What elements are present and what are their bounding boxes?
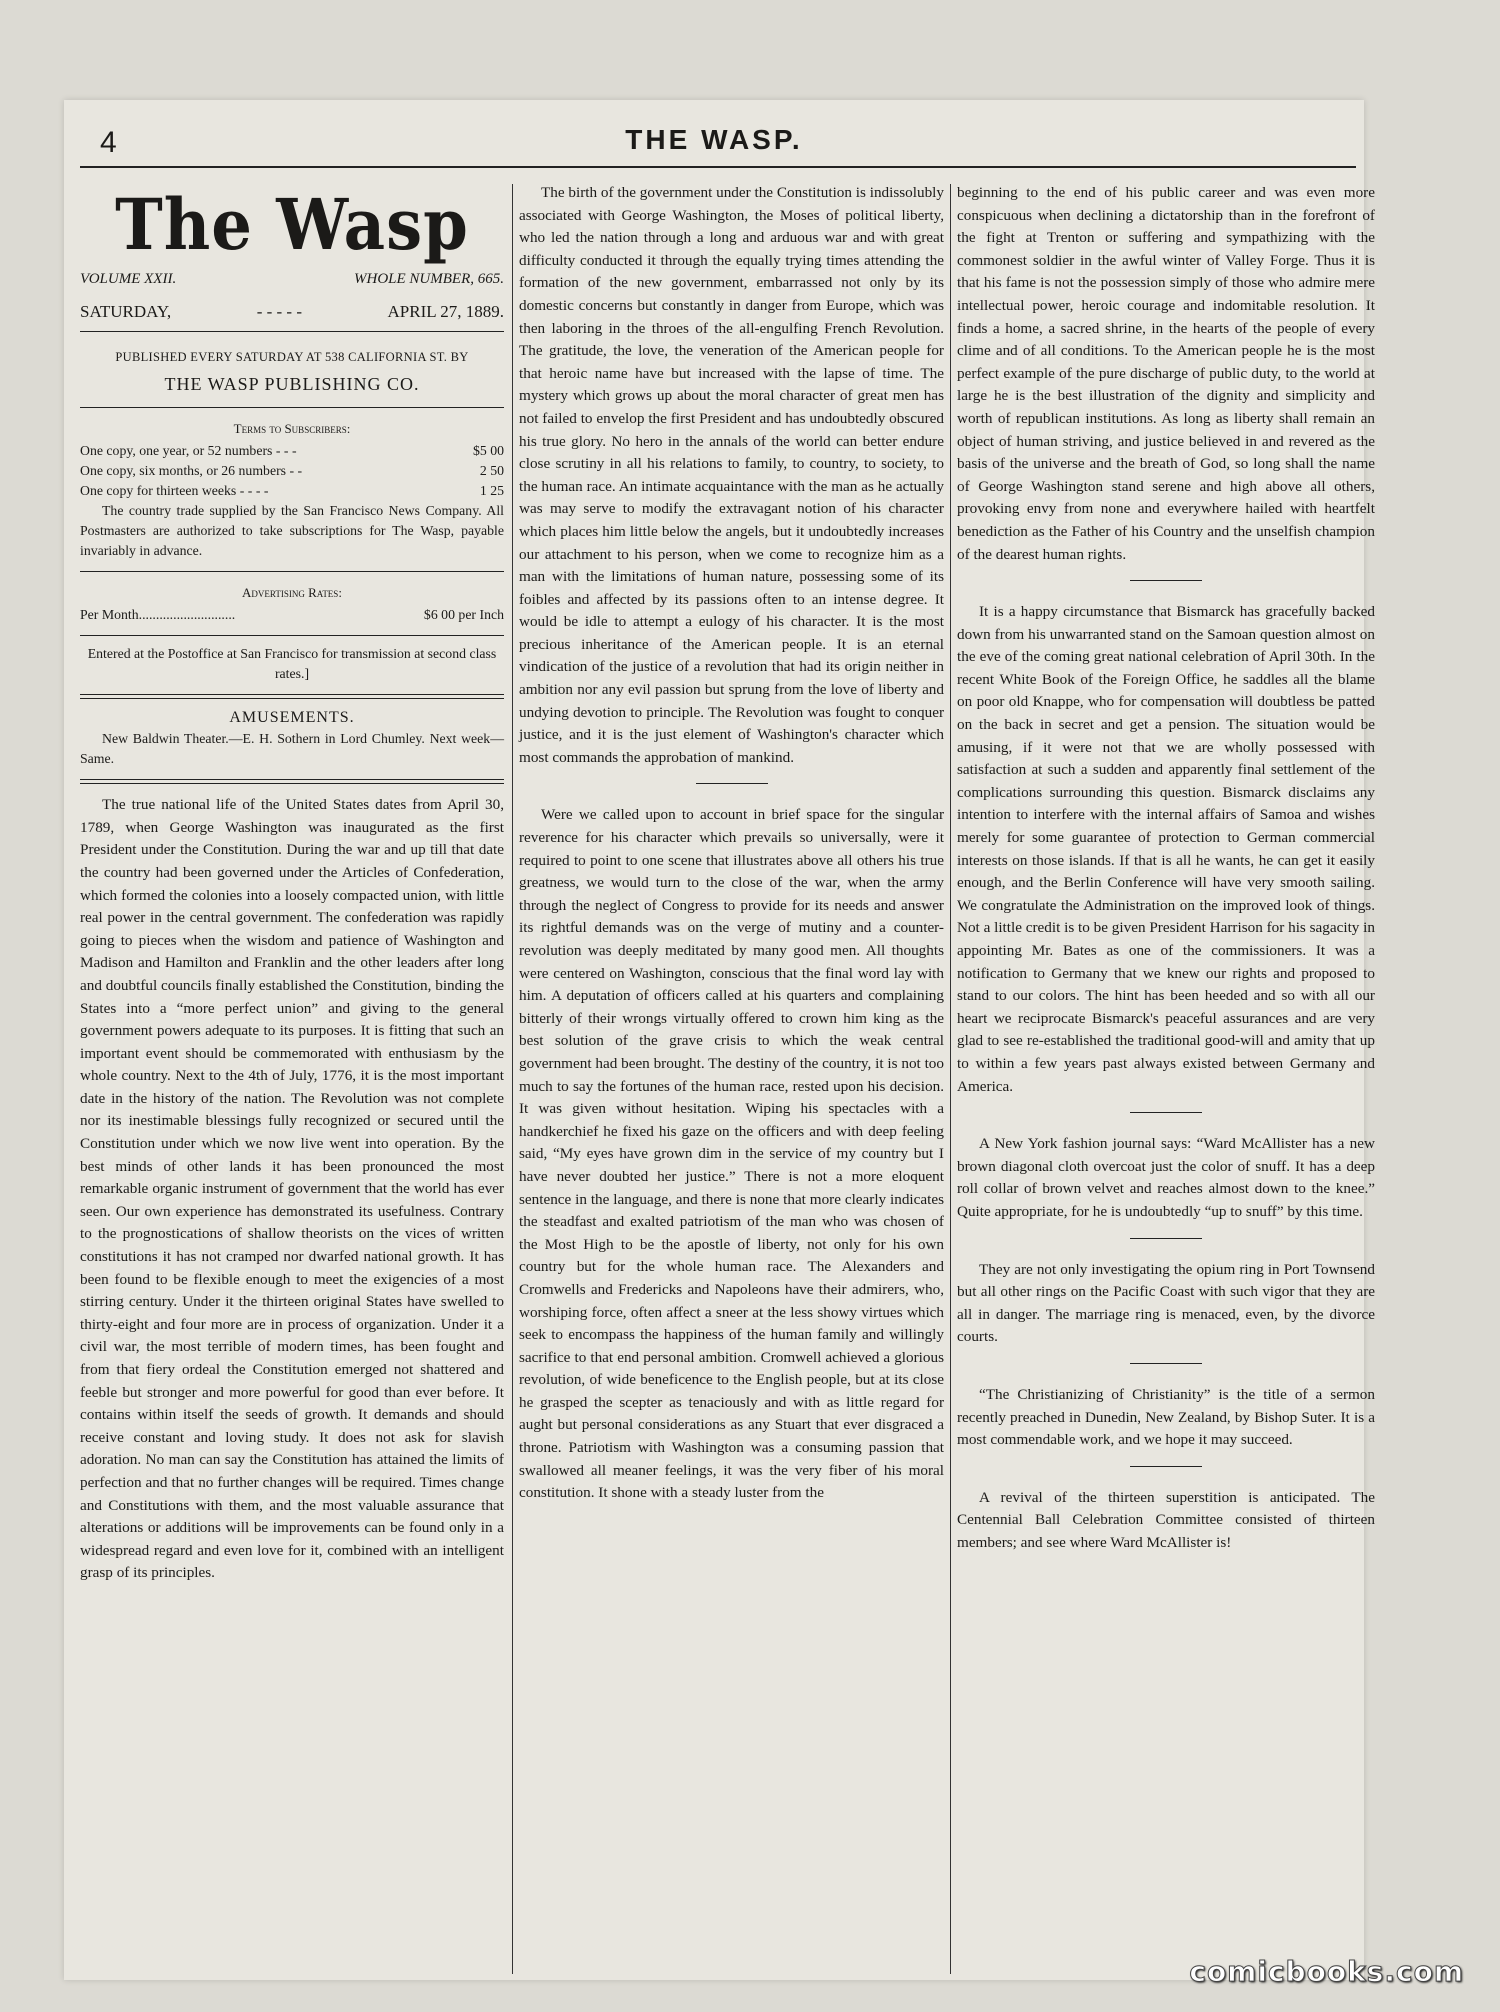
editorial-revival: A revival of the thirteen superstition is anticipated. The Centennial Ball Celebration Committee consisted of thirteen members; and see where Ward McAllister is!	[957, 1488, 1375, 1551]
editorial-birth: The birth of the government under the Constitution is indissolubly associated with George Washington, the Moses of political liberty, who led the nation through a long and arduous war and with great difficulty conducted it through the equally trying times attending the formation of the new government, embarrassed not only by its domestic concerns but constantly in danger from Europe, which was then laboring in the throes of the all-engulfing French Revolution. The gratitude, the love, the veneration of the American people for that heroic name have but increased with the lapse of time. The mystery which grows up about the moral character of great men has not failed to envelop the first President and has undoubtedly obscured his true glory. No hero in the annals of the world can better endure close scrutiny in all his relations to family, to country, to society, to the human race. An intimate acquaintance with the man as he actually was may serve to modify the extravagant notion of his character which places him little below the angels, but it undoubtedly increases our attachment to his person, when we come to recognize him as a man with the limitations of human nature, possessing some of its foibles and affected by its passions often to an intense degree. It would be idle to attempt a eulogy of his character. It is the most precious inheritance of the American people. It is an eternal vindication of the justice of a revolution that had its origin neither in ambition nor any evil passion but sprung from the love of liberty and undying devotion to principle. The Revolution was fought to conquer justice, and it is the just element of Washington's character which most commands the approbation of mankind.	[519, 184, 944, 766]
editorial-were-we-continued: beginning to the end of his public career and was even more conspicuous when declining a dictatorship than in the forefront of the fight at Trenton or suffering and sympathizing with the commonest soldier in the awful winter of Valley Forge. Thus it is that his fame is not the possession simply of those who admire mere intellectual power, heroic courage and indomitable resolution. It finds a home, a sacred shrine, in the hearts of the people of every clime and of all conditions. To the American people he is the most perfect example of the pure discharge of public duty, to the world at large he is the best illustration of the dignity and simplicity and worth of republican institutions. As long as liberty shall remain an object of human striving, and justice believed in and revered as the basis of the universe and the breath of God, so long shall the name of George Washington stand serene and high above all others, provoking envy from none and everywhere hailed with heartfelt benediction as the Father of his Country and the unselfish champion of the dearest human rights.	[957, 184, 1375, 563]
page-number: 4	[100, 126, 117, 159]
date-row	[80, 301, 504, 333]
section-rule	[80, 635, 504, 636]
page-header	[84, 122, 1344, 166]
column-2	[519, 182, 944, 1505]
editorial-were-we: Were we called upon to account in brief space for the singular reverence for his character which prevails so universally, were it required to point to one scene that illustrates above all others his true greatness, we would turn to the close of the war, when the army through the neglect of Congress to provide for its needs and answer its rightful demands was on the verge of mutiny and a counter-revolution was deeply meditated by many good men. All thoughts were centered on Washington, conscious that the final word lay with him. A deputation of officers called at his quarters and complaining bitterly of their wrongs virtually offered to crown him king as the best solution of the grave crisis to which the weak central government had been brought. The destiny of the country, it is not too much to say the fortunes of the human race, rested upon his decision. It was given without hesitation. Wiping his spectacles with a handkerchief he fixed his gaze on the officers and with deep feeling said, “My eyes have grown dim in the service of my country but I have never doubted her justice.” There is not a more eloquent sentence in the language, and there is none that more clearly indicates the steadfast and exalted patriotism of the man who was chosen of the Most High to be the apostle of liberty, not only for his own country but for the whole human race. The Alexanders and Cromwells and Fredericks and Napoleons have their admirers, who, worshiping force, often affect a sneer at the less showy virtues which seek to encompass the happiness of the human family and willingly sacrifice to that end personal ambition. Cromwell achieved a glorious revolution, of wide beneficence to the English people, but at its close he grasped the scepter as tenaciously and with as little regard for aught but personal considerations as any Stuart that ever disgraced a throne. Patriotism with Washington was a consuming passion that swallowed all meaner feelings, it was the very fiber of his moral constitution. It shone with a steady luster from the	[519, 806, 944, 1502]
terms-row	[80, 461, 504, 481]
editorial-opium: They are not only investigating the opium ring in Port Townsend but all other rings on the Pacific Coast with such vigor that they are all in danger. The marriage ring is menaced, even, by the divorce courts.	[957, 1260, 1375, 1346]
postoffice-note: Entered at the Postoffice at San Francisco for transmission at second class rates.]	[87, 645, 497, 681]
section-rule	[80, 571, 504, 572]
publisher-name: THE WASP PUBLISHING CO.	[80, 373, 504, 409]
advertising-row	[80, 605, 504, 625]
short-rule	[1130, 1112, 1202, 1113]
terms-note: The country trade supplied by the San Francisco News Company. All Postmasters are authorized to take subscriptions for The Wasp, payable invariably in advance.	[80, 502, 504, 558]
section-rule	[80, 694, 504, 699]
issue-day: SATURDAY,	[80, 301, 172, 321]
column-rule	[950, 184, 951, 1974]
terms-row	[80, 441, 504, 461]
terms-price: 2 50	[479, 462, 504, 478]
amusements-text: New Baldwin Theater.—E. H. Sothern in Lord Chumley. Next week—Same.	[80, 731, 504, 767]
short-rule	[696, 783, 768, 784]
column-rule	[512, 184, 513, 1974]
terms-label: One copy for thirteen weeks - - - -	[80, 482, 269, 498]
published-line: PUBLISHED EVERY SATURDAY AT 538 CALIFORNIA ST. BY	[115, 350, 469, 365]
advertising-price: $6 00 per Inch	[423, 606, 504, 622]
short-rule	[1130, 1238, 1202, 1239]
section-rule	[80, 779, 504, 784]
column-3	[957, 182, 1375, 1554]
running-title: THE WASP.	[625, 124, 803, 155]
editorial-true-national: The true national life of the United States dates from April 30, 1789, when George Washington was inaugurated as the first President under the Constitution. During the war and up till that date the country had been governed under the Articles of Confederation, which formed the colonies into a loosely compacted union, with little real power in the central government. The confederation was rapidly going to pieces when the wisdom and patience of Washington and Madison and Hamilton and Franklin and the other leaders after long and doubtful councils finally established the Constitution, binding the States into a “more perfect union” and giving to the general government powers adequate to its purposes. It is fitting that such an important event should be commemorated with enthusiasm by the whole country. Next to the 4th of July, 1776, it is the most important date in the history of the nation. The Revolution was not complete nor its inestimable blessings fully recognized or secured until the Constitution under which we now live went into operation. By the best minds of other lands it has been pronounced the most remarkable organic instrument of government that the world has ever seen. Our own experience has demonstrated its usefulness. Contrary to the prognostications of shallow theorists on the vices of written constitutions it has not cramped nor dwarfed national growth. It has been found to be flexible enough to meet the exigencies of a most stirring century. Under it the thirteen original States have swelled to thirty-eight and four more are in process of organization. Under it a civil war, the most terrible of modern times, has been fought and from that fiery ordeal the Constitution emerged not shattered and feeble but stronger and more powerful for good than ever before. It contains within itself the seeds of growth. It demands and should receive constant and loving study. It does not ask for slavish adoration. No man can say the Constitution has attained the limits of perfection and that no further changes will be required. Times change and Constitutions with them, and the most valuable assurance that alterations or additions will be improvements can be found only in a widespread regard and even love for it, combined with an intelligent grasp of its principles.	[80, 796, 504, 1582]
short-rule	[1130, 580, 1202, 581]
header-rule	[80, 166, 1356, 168]
terms-price: $5 00	[472, 442, 504, 458]
issue-date: APRIL 27, 1889.	[387, 301, 504, 321]
amusements-heading: AMUSEMENTS.	[229, 708, 355, 726]
date-dashes: - - - - -	[256, 301, 302, 321]
terms-label: One copy, one year, or 52 numbers - - -	[80, 442, 297, 458]
editorial-bismarck: It is a happy circumstance that Bismarck has gracefully backed down from his unwarranted stand on the Samoan question almost on the eve of the coming great national celebration of April 30th. In the recent White Book of the Foreign Office, he saddles all the blame on poor old Knappe, who for compensation will doubtless be patted on the back in secret and get a pension. The situation would be amusing, if it were not that we are wholly possessed with satisfaction at such a sudden and apparently final settlement of the complications surrounding this question. Bismarck disclaims any intention to interfere with the internal affairs of Samoa and wishes merely for some guarantee of protection to German commercial interests on those islands. If that is all he wants, he can get it easily enough, and the Berlin Conference will have very smooth sailing. We congratulate the Administration on the improved look of things. Not a little credit is to be given President Harrison for his sagacity in appointing Mr. Bates as one of the commissioners. It was a notification to Germany that we knew our rights and proposed to stand to our colors. The hint has been heeded and so with all our heart we reciprocate Bismarck's peaceful assurances and are very glad to see re-established the traditional good-will and amity that up to within a few years past always existed between Germany and America.	[957, 603, 1375, 1095]
volume-row	[80, 268, 504, 291]
watermark: comicbooks.com	[1189, 1955, 1464, 1988]
terms-label: One copy, six months, or 26 numbers - -	[80, 462, 303, 478]
short-rule	[1130, 1466, 1202, 1467]
advertising-label: Per Month............................	[80, 606, 236, 622]
masthead-logo: The Wasp	[115, 184, 469, 267]
advertising-heading: Advertising Rates:	[242, 584, 342, 600]
editorial-christianizing: “The Christianizing of Christianity” is the title of a sermon recently preached in Dunedin, New Zealand, by Bishop Suter. It is a most commendable work, and we hope it may succeed.	[957, 1385, 1375, 1449]
terms-row	[80, 481, 504, 501]
terms-price: 1 25	[479, 482, 504, 498]
editorial-new-york: A New York fashion journal says: “Ward McAllister has a new brown diagonal cloth overcoat just the color of snuff. It has a deep roll collar of brown velvet and reaches almost down to the knee.” Quite appropriate, for he is undoubtedly “up to snuff” by this time.	[957, 1135, 1375, 1220]
volume: VOLUME XXII.	[80, 271, 177, 287]
column-1	[80, 182, 504, 1585]
terms-heading: Terms to Subscribers:	[233, 421, 351, 437]
short-rule	[1130, 1363, 1202, 1364]
whole-number: WHOLE NUMBER, 665.	[354, 271, 504, 287]
